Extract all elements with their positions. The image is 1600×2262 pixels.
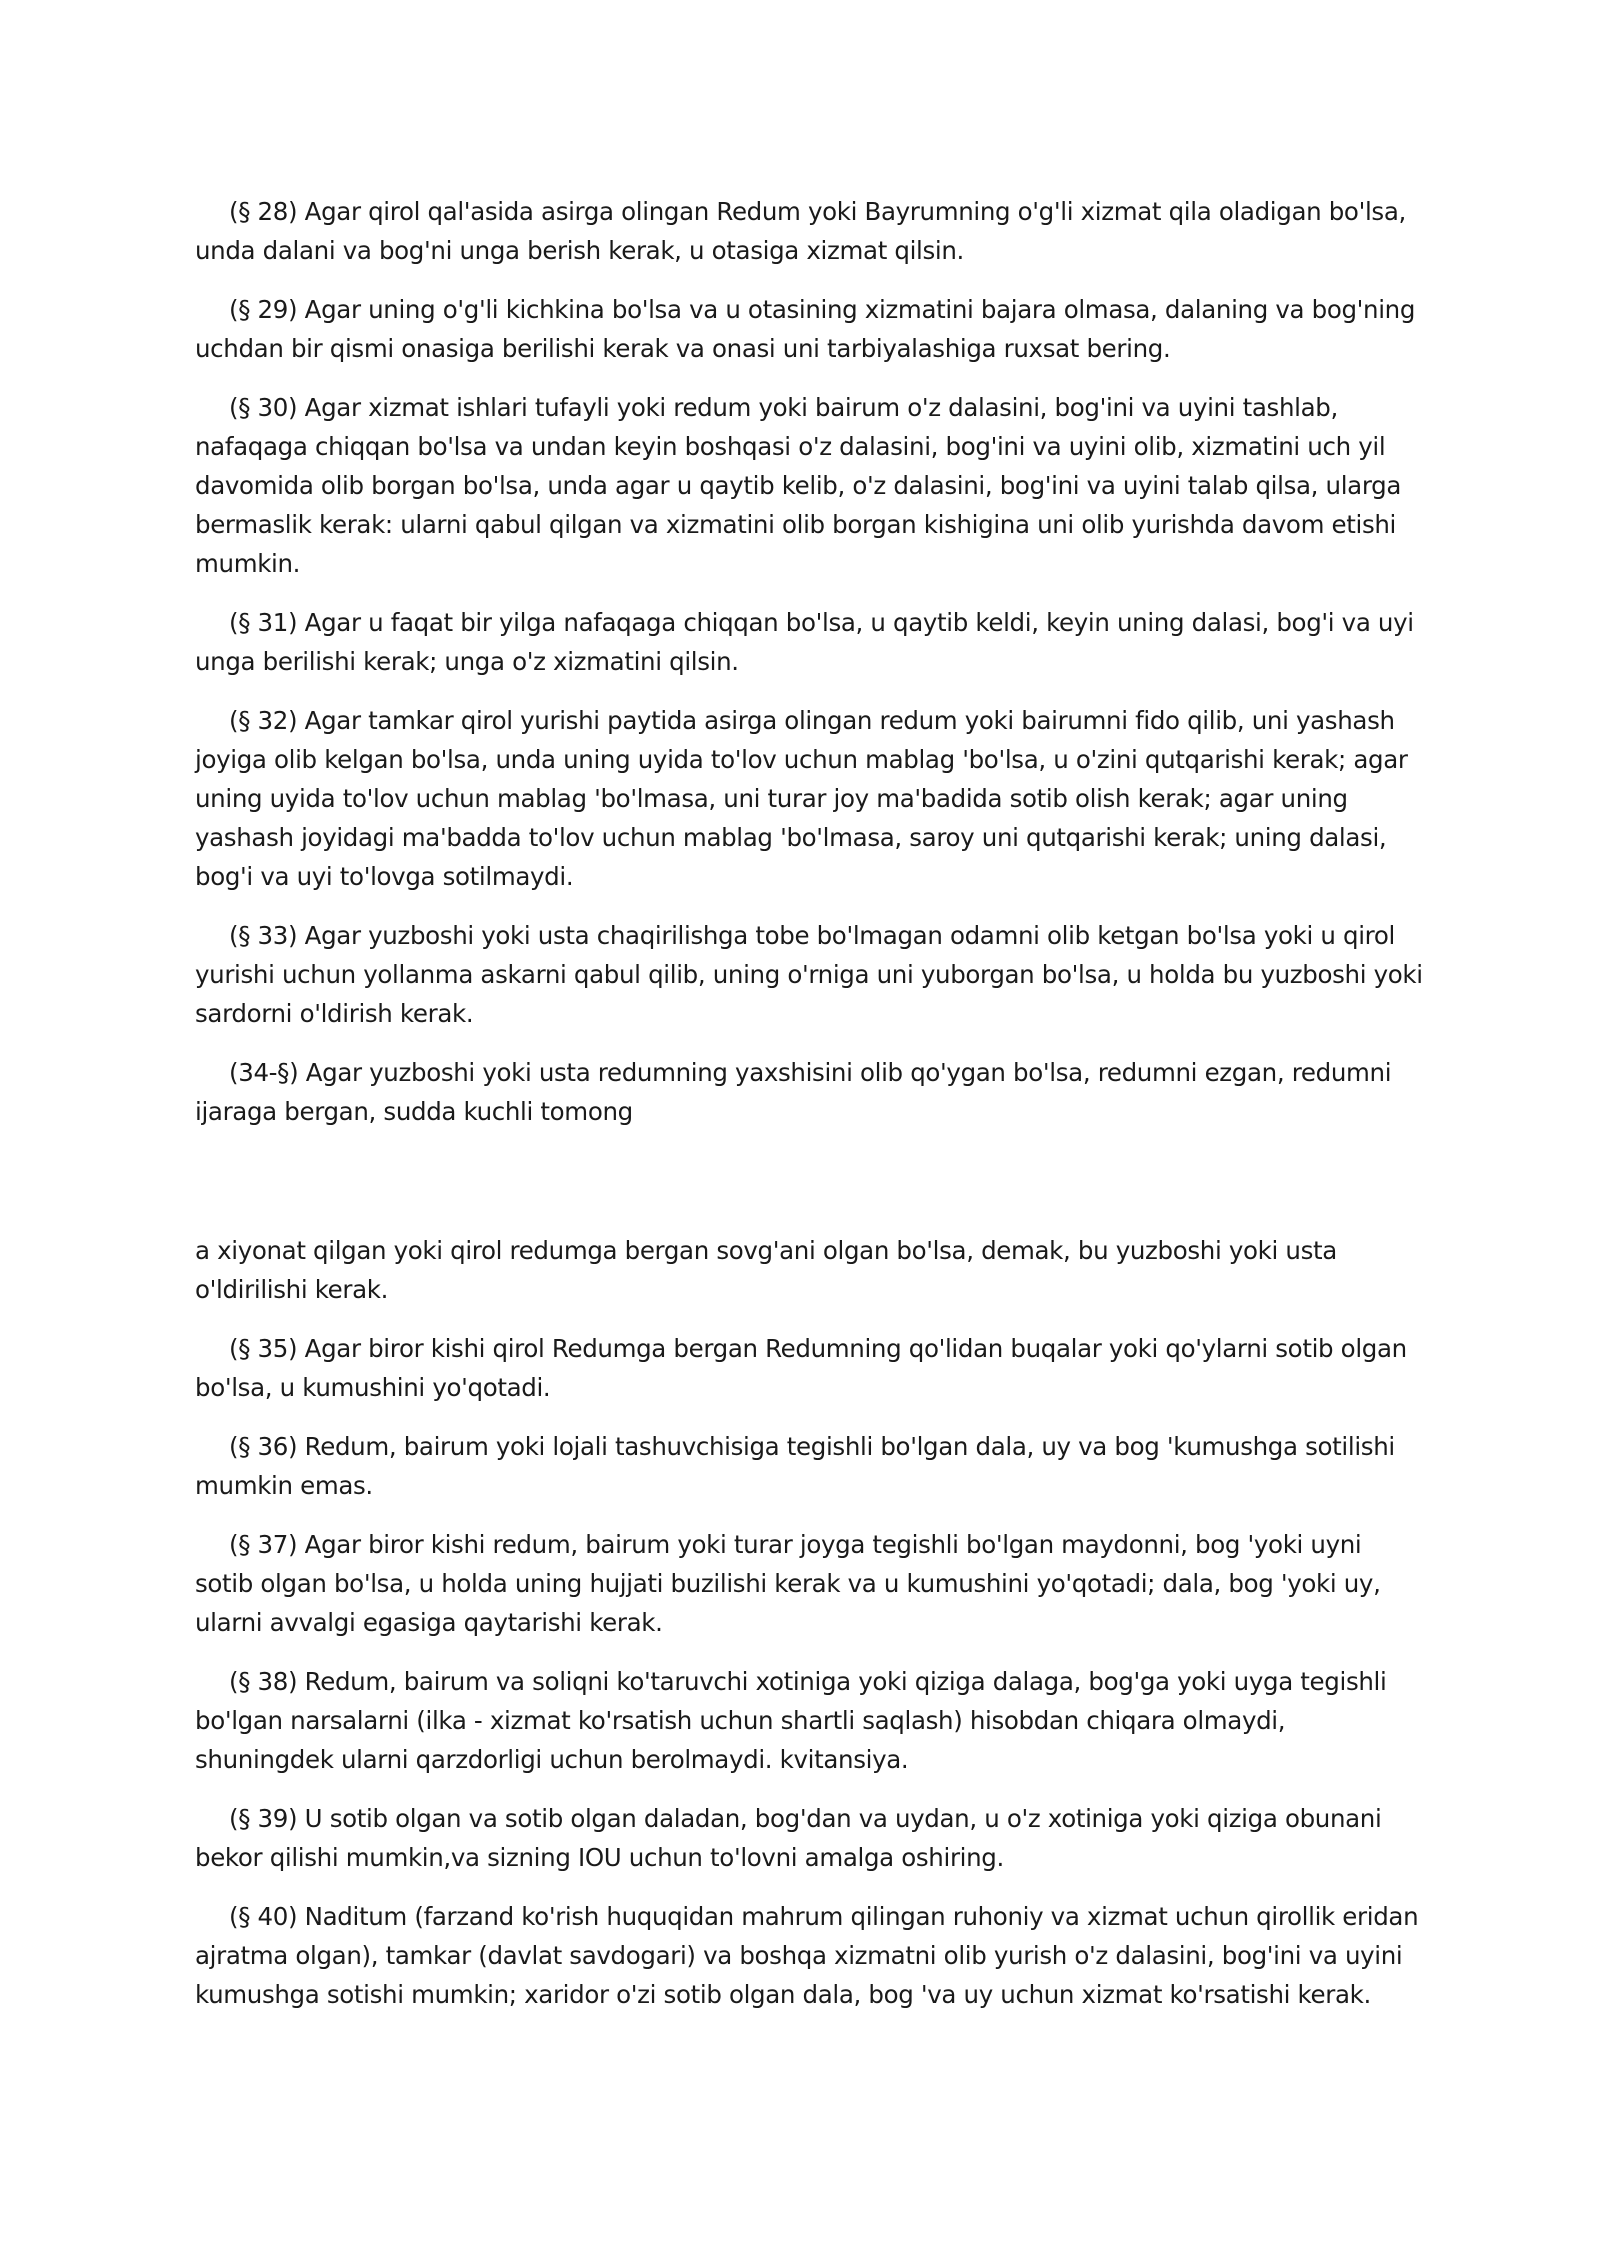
paragraph-34: (34-§) Agar yuzboshi yoki usta redumning yaxshisini olib qo'ygan bo'lsa, redumni ezgan, redumni ijaraga bergan, sudda kuchli tomong [195,1058,1392,1126]
paragraph-40: (§ 40) Naditum (farzand ko'rish huquqidan mahrum qilingan ruhoniy va xizmat uchun qirollik eridan ajratma olgan), tamkar (davlat savdogari) va boshqa xizmatni olib yurish o'z dalasini, bog'ini va uyini kumushga sotishi mumkin; xaridor o'zi sotib olgan dala, bog 'va uy uchun xizmat ko'rsatishi kerak. [195,1902,1419,2009]
paragraph-36: (§ 36) Redum, bairum yoki lojali tashuvchisiga tegishli bo'lgan dala, uy va bog 'kumushga sotilishi mumkin emas. [195,1432,1395,1500]
paragraph-29: (§ 29) Agar uning o'g'li kichkina bo'lsa va u otasining xizmatini bajara olmasa, dalaning va bog'ning uchdan bir qismi onasiga berilishi kerak va onasi uni tarbiyalashiga ruxsat bering. [195,295,1416,363]
paragraph-30: (§ 30) Agar xizmat ishlari tufayli yoki redum yoki bairum o'z dalasini, bog'ini va uyini tashlab, nafaqaga chiqqan bo'lsa va undan keyin boshqasi o'z dalasini, bog'ini va uyini olib, xizmatini uch yil davomida olib borgan bo'lsa, unda agar u qaytib kelib, o'z dalasini, bog'ini va uyini talab qilsa, ularga bermaslik kerak: ularni qabul qilgan va xizmatini olib borgan kishigina uni olib yurishda davom etishi mumkin. [195,393,1401,578]
paragraph-31: (§ 31) Agar u faqat bir yilga nafaqaga chiqqan bo'lsa, u qaytib keldi, keyin uning dalasi, bog'i va uyi unga berilishi kerak; unga o'z xizmatini qilsin. [195,608,1414,676]
paragraph-34-continuation: a xiyonat qilgan yoki qirol redumga bergan sovg'ani olgan bo'lsa, demak, bu yuzboshi yoki usta o'ldirilishi kerak. [195,1236,1337,1304]
paragraph-33: (§ 33) Agar yuzboshi yoki usta chaqirilishga tobe bo'lmagan odamni olib ketgan bo'lsa yoki u qirol yurishi uchun yollanma askarni qabul qilib, uning o'rniga uni yuborgan bo'lsa, u holda bu yuzboshi yoki sardorni o'ldirish kerak. [195,921,1423,1028]
page-break [195,1151,1425,1231]
paragraph-32: (§ 32) Agar tamkar qirol yurishi paytida asirga olingan redum yoki bairumni fido qilib, uni yashash joyiga olib kelgan bo'lsa, unda uning uyida to'lov uchun mablag 'bo'lsa, u o'zini qutqarishi kerak; agar uning uyida to'lov uchun mablag 'bo'lmasa, uni turar joy ma'badida sotib olish kerak; agar uning yashash joyidagi ma'badda to'lov uchun mablag 'bo'lmasa, saroy uni qutqarishi kerak; uning dalasi, bog'i va uyi to'lovga sotilmaydi. [195,706,1408,891]
paragraph-38: (§ 38) Redum, bairum va soliqni ko'taruvchi xotiniga yoki qiziga dalaga, bog'ga yoki uyga tegishli bo'lgan narsalarni (ilka - xizmat ko'rsatish uchun shartli saqlash) hisobdan chiqara olmaydi, shuningdek ularni qarzdorligi uchun berolmaydi. kvitansiya. [195,1667,1387,1774]
paragraph-35: (§ 35) Agar biror kishi qirol Redumga bergan Redumning qo'lidan buqalar yoki qo'ylarni sotib olgan bo'lsa, u kumushini yo'qotadi. [195,1334,1407,1402]
paragraph-28: (§ 28) Agar qirol qal'asida asirga olingan Redum yoki Bayrumning o'g'li xizmat qila oladigan bo'lsa, unda dalani va bog'ni unga berish kerak, u otasiga xizmat qilsin. [195,197,1406,265]
paragraph-37: (§ 37) Agar biror kishi redum, bairum yoki turar joyga tegishli bo'lgan maydonni, bog 'yoki uyni sotib olgan bo'lsa, u holda uning hujjati buzilishi kerak va u kumushini yo'qotadi; dala, bog 'yoki uy, ularni avvalgi egasiga qaytarishi kerak. [195,1530,1381,1637]
paragraph-39: (§ 39) U sotib olgan va sotib olgan daladan, bog'dan va uydan, u o'z xotiniga yoki qiziga obunani bekor qilishi mumkin,va sizning IOU uchun to'lovni amalga oshiring. [195,1804,1382,1872]
document-page [195,192,1425,2034]
